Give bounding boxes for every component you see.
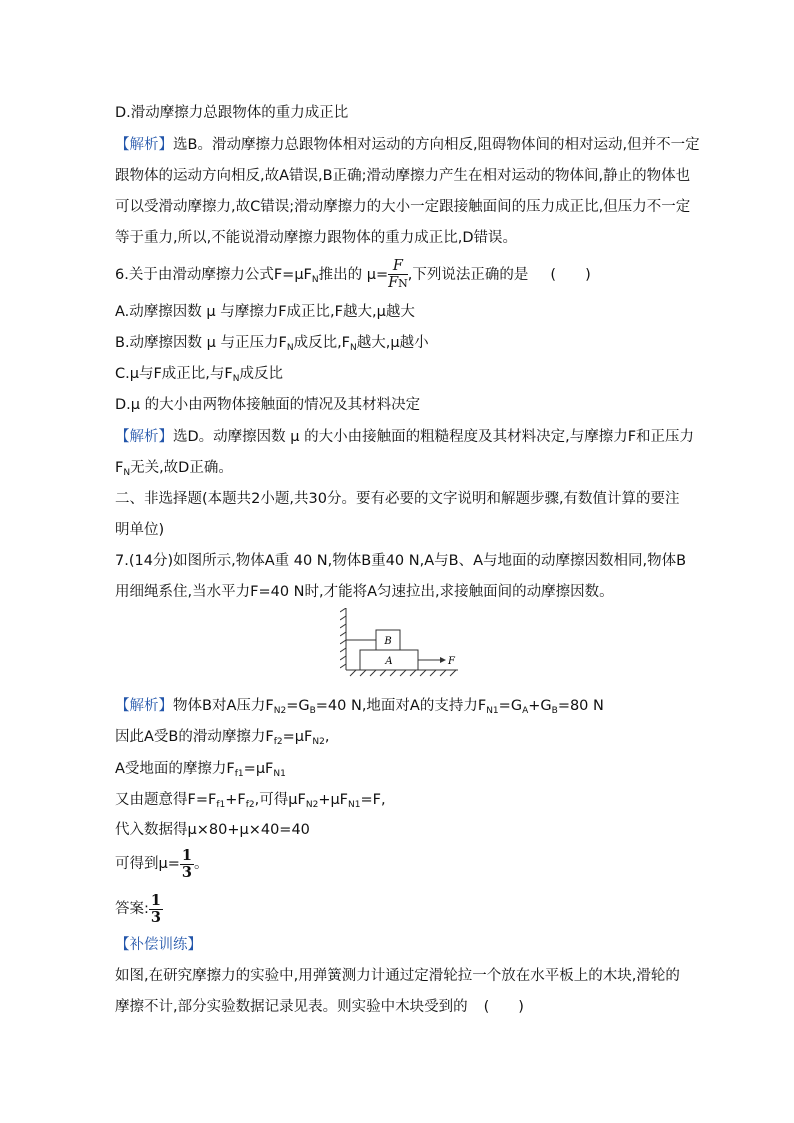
supplement-line1: 如图,在研究摩擦力的实验中,用弹簧测力计通过定滑轮拉一个放在水平板上的木块,滑轮的 bbox=[115, 968, 680, 984]
fraction-denominator: 3 bbox=[150, 908, 161, 926]
analysis5-line2: 跟物体的运动方向相反,故A错误,B正确;滑动摩擦力产生在相对运动的物体间,静止的物体也 bbox=[115, 168, 691, 184]
analysis5-line1 bbox=[115, 135, 700, 155]
sub: N bbox=[311, 275, 319, 285]
q6-option-d: D.μ 的大小由两物体接触面的情况及其材料决定 bbox=[115, 397, 421, 413]
analysis7-line4 bbox=[115, 790, 386, 815]
label-f: F bbox=[448, 656, 455, 667]
section2-line1: 二、非选择题(本题共2小题,共30分。要有必要的文字说明和解题步骤,有数值计算的要注 bbox=[115, 491, 680, 507]
analysis-tag: 【解析】 bbox=[115, 698, 173, 714]
fraction-numerator: 1 bbox=[150, 891, 161, 909]
analysis5-text1: 选B。滑动摩擦力总跟物体相对运动的方向相反,阻碍物体间的相对运动,但并不一定 bbox=[173, 137, 700, 153]
analysis6-line1 bbox=[115, 427, 694, 447]
t: =40 N,地面对A的支持力F bbox=[315, 698, 487, 714]
den-sub: N bbox=[398, 277, 408, 290]
answer-paren: ( ) bbox=[550, 267, 591, 283]
t: ,可得μF bbox=[254, 792, 306, 808]
q6-option-a: A.动摩擦因数 μ 与摩擦力F成正比,F越大,μ越大 bbox=[115, 304, 415, 320]
sub: A bbox=[522, 706, 529, 716]
analysis7-line6 bbox=[115, 846, 208, 882]
t: =μF bbox=[282, 729, 313, 745]
t: 因此A受B的滑动摩擦力F bbox=[115, 729, 274, 745]
label-b: B bbox=[384, 636, 392, 647]
supplement-tag-text: 【补偿训练】 bbox=[115, 937, 202, 953]
section2-line2: 明单位) bbox=[115, 522, 165, 538]
q6-b1: B.动摩擦因数 μ 与正压力F bbox=[115, 335, 287, 351]
supplement-tag bbox=[115, 935, 202, 955]
t: +G bbox=[528, 698, 552, 714]
t: A受地面的摩擦力F bbox=[115, 761, 235, 777]
q6-stem-a: 6.关于由滑动摩擦力公式F=μF bbox=[115, 267, 312, 283]
sub: N1 bbox=[348, 800, 361, 810]
analysis6-f: F bbox=[115, 460, 124, 476]
q6-c1: C.μ与F成正比,与F bbox=[115, 366, 233, 382]
analysis7-line2 bbox=[115, 727, 329, 752]
analysis6-line2 bbox=[115, 458, 233, 483]
answer-line bbox=[115, 891, 163, 927]
q6-option-b bbox=[115, 333, 429, 358]
sub: N2 bbox=[273, 706, 287, 716]
block-figure bbox=[340, 608, 462, 678]
q6-c2: 成反比 bbox=[239, 366, 283, 382]
t: =F, bbox=[360, 792, 386, 808]
t: 摩擦不计,部分实验数据记录见表。则实验中木块受到的 bbox=[115, 999, 468, 1015]
t: +F bbox=[225, 792, 246, 808]
analysis-tag: 【解析】 bbox=[115, 429, 173, 445]
fraction-numerator: F bbox=[388, 258, 408, 275]
fraction-denominator: 3 bbox=[181, 863, 192, 881]
t: =G bbox=[286, 698, 310, 714]
analysis7-line3 bbox=[115, 759, 286, 784]
analysis7-line5: 代入数据得μ×80+μ×40=40 bbox=[115, 822, 310, 838]
t: +μF bbox=[318, 792, 349, 808]
sub: B bbox=[309, 706, 316, 716]
t: 可得到μ= bbox=[115, 856, 180, 872]
supplement-line2 bbox=[115, 997, 524, 1017]
sub: N2 bbox=[312, 737, 325, 747]
den-f: F bbox=[388, 275, 399, 291]
q7-line2: 用细绳系住,当水平力F=40 N时,才能将A匀速拉出,求接触面间的动摩擦因数。 bbox=[115, 584, 614, 600]
t: 物体B对A压力F bbox=[173, 698, 274, 714]
sub: f2 bbox=[245, 800, 255, 810]
sub: N bbox=[286, 343, 294, 353]
mu-result-fraction bbox=[180, 848, 194, 881]
sub: f1 bbox=[216, 800, 226, 810]
sub: N bbox=[350, 343, 357, 353]
q6-stem-c: ,下列说法正确的是 bbox=[407, 267, 529, 283]
q6-option-c bbox=[115, 364, 283, 389]
t: =80 N bbox=[557, 698, 604, 714]
sub: N bbox=[232, 374, 240, 384]
sub: N1 bbox=[273, 769, 286, 779]
sub: f2 bbox=[273, 737, 283, 747]
sub: N bbox=[123, 468, 131, 478]
analysis6-text2: 无关,故D正确。 bbox=[130, 460, 233, 476]
sub: N1 bbox=[486, 706, 499, 716]
sub: f1 bbox=[234, 769, 244, 779]
answer-fraction bbox=[149, 893, 163, 926]
fraction-denominator bbox=[388, 275, 408, 292]
fraction-numerator: 1 bbox=[181, 846, 192, 864]
q6-b3: 越大,μ越小 bbox=[356, 335, 429, 351]
analysis6-text1: 选D。动摩擦因数 μ 的大小由接触面的粗糙程度及其材料决定,与摩擦力F和正压力 bbox=[173, 429, 695, 445]
sub: N2 bbox=[305, 800, 319, 810]
analysis-tag: 【解析】 bbox=[115, 137, 173, 153]
q6-b2: 成反比,F bbox=[293, 335, 351, 351]
q6-stem bbox=[115, 258, 591, 297]
t: =G bbox=[498, 698, 523, 714]
q5-option-d: D.滑动摩擦力总跟物体的重力成正比 bbox=[115, 105, 349, 121]
analysis7-line1 bbox=[115, 696, 604, 721]
t: =μF bbox=[243, 761, 274, 777]
answer-paren: ( ) bbox=[483, 999, 524, 1015]
q7-line1: 7.(14分)如图所示,物体A重 40 N,物体B重40 N,A与B、A与地面的动摩擦因数相同,物体B bbox=[115, 553, 687, 569]
arrow-head-icon bbox=[440, 657, 446, 663]
mu-formula-fraction bbox=[388, 258, 408, 292]
analysis5-line3: 可以受滑动摩擦力,故C错误;滑动摩擦力的大小一定跟接触面间的压力成正比,但压力不一定 bbox=[115, 199, 691, 215]
t: , bbox=[324, 729, 330, 745]
answer-label: 答案: bbox=[115, 901, 149, 917]
q6-stem-b: 推出的 μ= bbox=[318, 267, 389, 283]
sub: B bbox=[551, 706, 558, 716]
label-a: A bbox=[385, 656, 393, 667]
t: 又由题意得F=F bbox=[115, 792, 217, 808]
analysis5-line4: 等于重力,所以,不能说滑动摩擦力跟物体的重力成正比,D错误。 bbox=[115, 230, 517, 246]
t: 。 bbox=[193, 856, 209, 872]
